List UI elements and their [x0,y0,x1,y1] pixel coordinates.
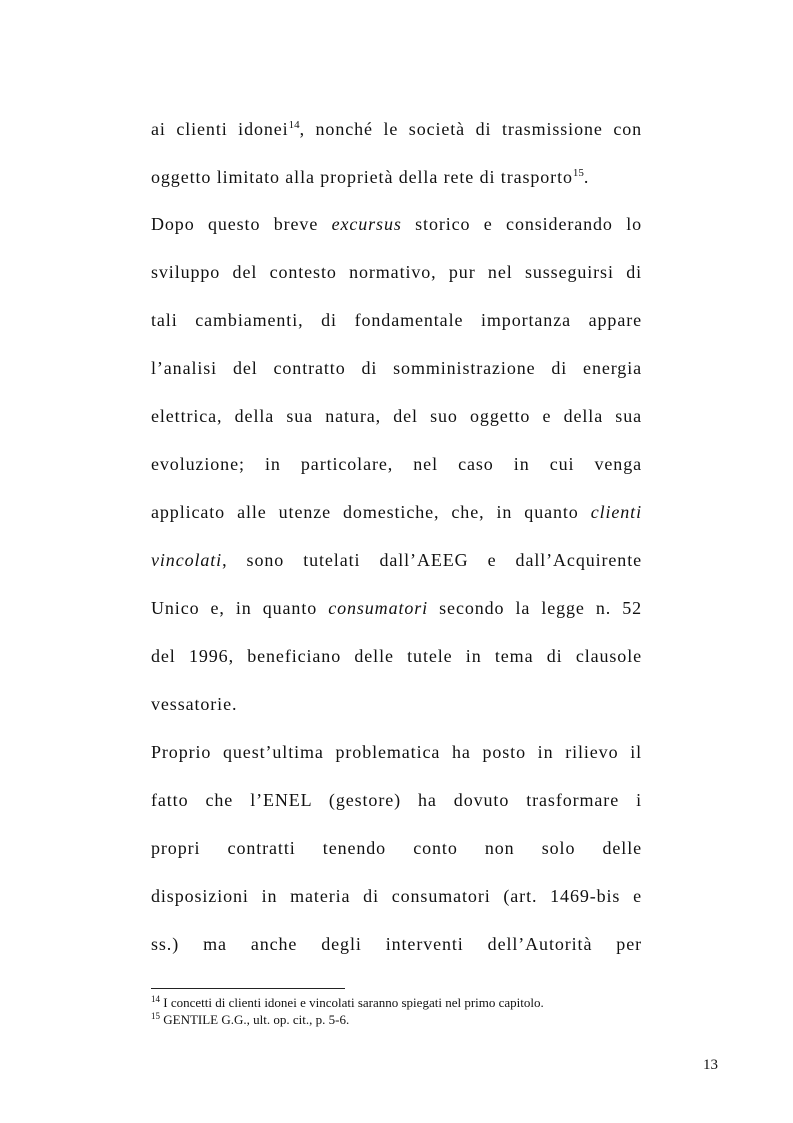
footnote-ref-14[interactable]: 14 [288,119,300,131]
body-line-2 [151,166,642,188]
italic-term: clienti [590,502,642,522]
footnote-ref-15[interactable]: 15 [572,167,584,179]
text-run: secondo la legge n. 52 [428,598,643,618]
footnote-text: GENTILE G.G., ult. op. cit., p. 5-6. [160,1012,350,1027]
italic-term: vincolati [151,550,223,570]
body-line-5: tali cambiamenti, di fondamentale importanza appare [151,310,642,330]
text-run: , nonché le società di trasmissione con [299,119,643,139]
body-line-10 [151,549,642,571]
body-line-12: del 1996, beneficiano delle tutele in tema di clausole [151,646,642,666]
page-number: 13 [703,1057,718,1073]
text-run: Dopo questo breve [151,214,332,234]
italic-term: excursus [331,214,402,234]
italic-term: consumatori [328,598,429,618]
footnote-15 [151,1012,349,1028]
body-line-16: propri contratti tenendo conto non solo delle [151,838,642,858]
text-run: . [583,167,590,187]
body-line-14: Proprio quest’ultima problematica ha posto in rilievo il [151,742,642,762]
body-line-8: evoluzione; in particolare, nel caso in cui venga [151,454,642,474]
body-line-6: l’analisi del contratto di somministrazione di energia [151,358,642,378]
footnote-text: I concetti di clienti idonei e vincolati saranno spiegati nel primo capitolo. [160,995,544,1010]
body-line-3 [151,213,642,235]
text-run: Unico e, in quanto [151,598,329,618]
text-run: ai clienti idonei [151,119,289,139]
text-run: applicato alle utenze domestiche, che, in quanto [151,502,591,522]
body-line-18: ss.) ma anche degli interventi dell’Autorità per [151,934,642,954]
body-line-11 [151,597,642,619]
text-run: storico e considerando lo [401,214,642,234]
body-line-15: fatto che l’ENEL (gestore) ha dovuto trasformare i [151,790,642,810]
text-run: , sono tutelati dall’AEEG e dall’Acquirente [222,550,642,570]
body-line-9 [151,501,642,523]
body-line-7: elettrica, della sua natura, del suo oggetto e della sua [151,406,642,426]
body-line-13: vessatorie. [151,694,238,714]
footnote-number: 15 [151,1011,160,1021]
body-line-4: sviluppo del contesto normativo, pur nel susseguirsi di [151,262,642,282]
body-line-1 [151,118,642,140]
text-run: oggetto limitato alla proprietà della rete di trasporto [151,167,573,187]
footnote-number: 14 [151,994,160,1004]
footnote-separator [151,988,345,989]
footnote-14 [151,995,544,1011]
body-line-17: disposizioni in materia di consumatori (art. 1469-bis e [151,886,642,906]
